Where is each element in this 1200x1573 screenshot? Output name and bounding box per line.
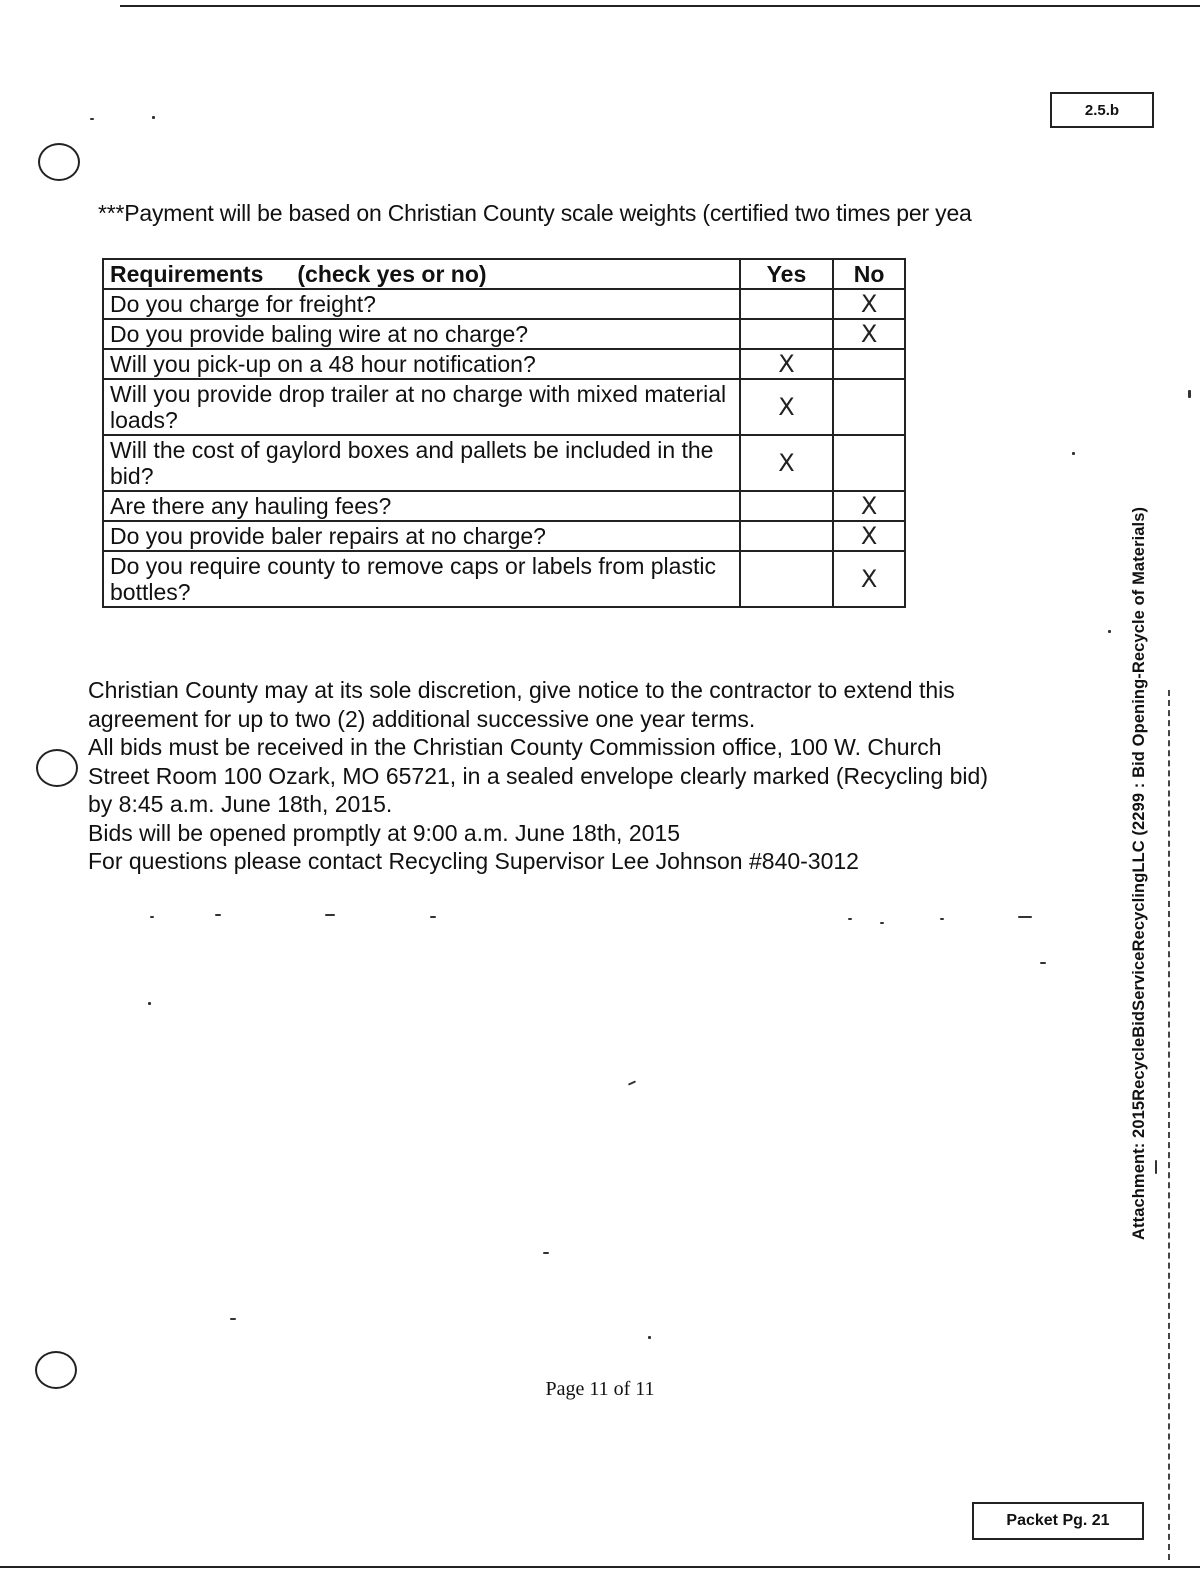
scan-speck: [90, 118, 94, 120]
requirements-header-title: Requirements: [110, 261, 264, 287]
submission-line-3: by 8:45 a.m. June 18th, 2015.: [88, 791, 393, 817]
table-header-row: [103, 259, 905, 289]
yes-mark-cell: X: [740, 379, 834, 435]
bottom-scan-edge: [0, 1566, 1200, 1568]
table-row: [103, 379, 905, 435]
extension-line-1: Christian County may at its sole discretion, give notice to the contractor to extend this: [88, 677, 955, 703]
table-row: [103, 289, 905, 319]
question-cell: Do you provide baling wire at no charge?: [103, 319, 740, 349]
submission-line-1: All bids must be received in the Christian County Commission office, 100 W. Church: [88, 734, 942, 760]
scan-speck: [1040, 962, 1046, 964]
reference-number: 2.5.b: [1084, 101, 1120, 119]
scan-speck: [940, 918, 944, 920]
question-cell: Will you pick-up on a 48 hour notification?: [103, 349, 740, 379]
submission-line-2: Street Room 100 Ozark, MO 65721, in a sealed envelope clearly marked (Recycling bid): [88, 762, 988, 789]
question-cell: Do you charge for freight?: [103, 289, 740, 319]
scan-speck: [1108, 630, 1111, 633]
yes-mark-cell: X: [740, 349, 834, 379]
scan-speck: [325, 914, 335, 916]
page-number: Page 11 of 11: [545, 1378, 655, 1400]
no-mark-cell: X: [833, 551, 905, 607]
scan-speck: [230, 1318, 236, 1320]
scan-speck: [1018, 916, 1032, 918]
attachment-label: Attachment: 2015RecycleBidServiceRecyclingLLC (2299 : Bid Opening-Recycle of Materials): [1130, 506, 1148, 1240]
no-mark-cell: [833, 435, 905, 491]
no-mark-cell: X: [833, 289, 905, 319]
punch-hole-top: [38, 143, 80, 181]
extension-line-2: agreement for up to two (2) additional successive one year terms.: [88, 705, 756, 732]
yes-mark-cell: X: [740, 435, 834, 491]
question-cell: Do you provide baler repairs at no charge?: [103, 521, 740, 551]
table-row: [103, 521, 905, 551]
packet-page-box: [972, 1502, 1144, 1540]
yes-mark-cell: [740, 289, 834, 319]
no-mark-cell: [833, 379, 905, 435]
scan-speck: [148, 1002, 151, 1005]
no-mark-cell: X: [833, 319, 905, 349]
question-cell: Do you require county to remove caps or labels from plastic bottles?: [103, 551, 740, 607]
table-row: [103, 551, 905, 607]
scan-speck: [1188, 390, 1191, 398]
table-row: [103, 319, 905, 349]
opening-line: Bids will be opened promptly at 9:00 a.m. June 18th, 2015: [88, 819, 680, 846]
payment-note: ***Payment will be based on Christian County scale weights (certified two times per yea: [98, 200, 972, 226]
question-cell: Are there any hauling fees?: [103, 491, 740, 521]
yes-mark-cell: [740, 521, 834, 551]
no-mark-cell: X: [833, 521, 905, 551]
requirements-header-hint: (check yes or no): [297, 261, 487, 287]
reference-number-box: [1050, 92, 1154, 128]
scan-speck: [628, 1080, 636, 1085]
scan-speck: [1155, 1160, 1157, 1174]
scan-speck: [150, 916, 154, 918]
yes-mark-cell: [740, 551, 834, 607]
requirements-table: [102, 258, 906, 608]
scan-speck: [152, 116, 155, 119]
question-cell: Will the cost of gaylord boxes and pallets be included in the bid?: [103, 435, 740, 491]
top-scan-edge: [120, 5, 1200, 7]
bid-instructions: [88, 676, 1128, 876]
contact-line: For questions please contact Recycling Supervisor Lee Johnson #840-3012: [88, 848, 859, 874]
table-row: [103, 349, 905, 379]
scan-speck: [215, 914, 221, 916]
scan-speck: [880, 922, 884, 924]
scan-speck: [848, 918, 852, 920]
scan-speck: [543, 1252, 549, 1254]
yes-mark-cell: [740, 491, 834, 521]
yes-column-header: Yes: [740, 259, 834, 289]
right-scan-edge: [1168, 690, 1170, 1560]
scan-speck: [430, 916, 436, 918]
table-row: [103, 435, 905, 491]
yes-mark-cell: [740, 319, 834, 349]
no-mark-cell: [833, 349, 905, 379]
packet-page: Packet Pg. 21: [1006, 1512, 1110, 1529]
scan-speck: [648, 1336, 651, 1339]
requirements-header: [103, 259, 740, 289]
scan-speck: [1072, 452, 1075, 455]
no-mark-cell: X: [833, 491, 905, 521]
table-row: [103, 491, 905, 521]
no-column-header: No: [833, 259, 905, 289]
punch-hole-middle: [36, 749, 78, 787]
question-cell: Will you provide drop trailer at no charge with mixed material loads?: [103, 379, 740, 435]
